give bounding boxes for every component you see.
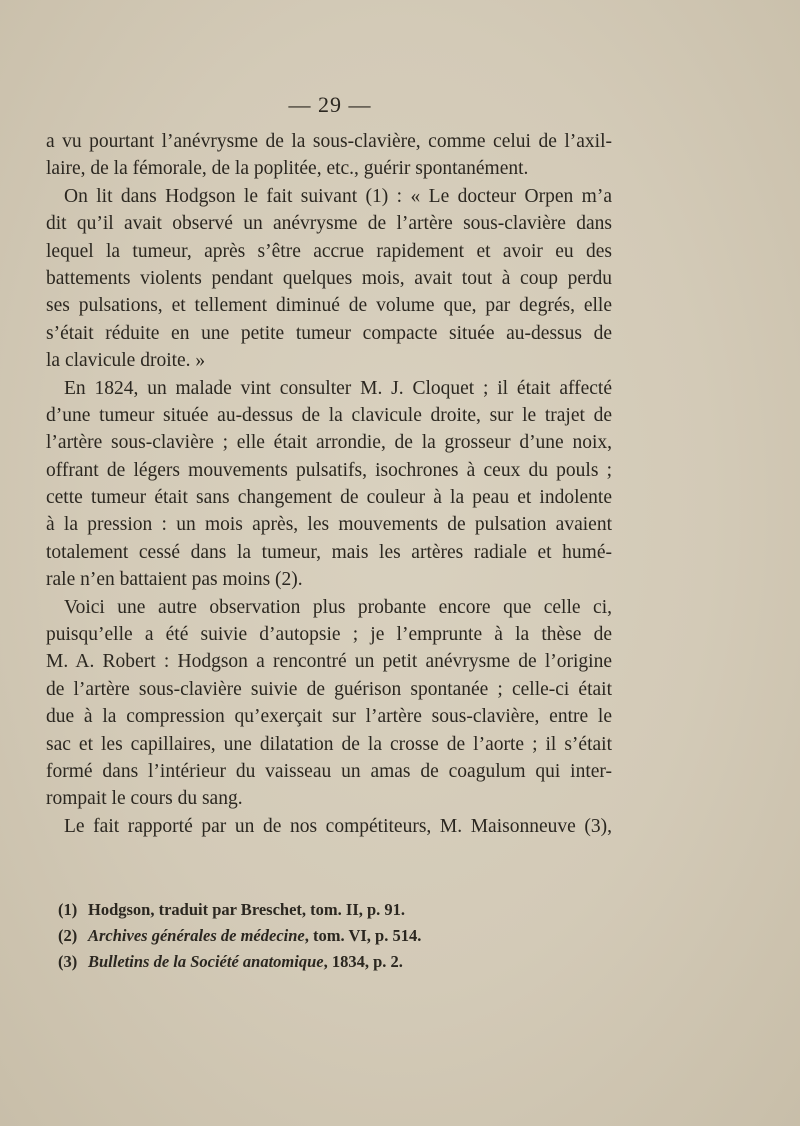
text-line: rompait le cours du sang. [46, 788, 243, 810]
text-line: puisqu’elle a été suivie d’autopsie ; je l’emprunte à la thèse de [46, 624, 612, 646]
body-text [46, 128, 612, 840]
footnote-text: , 1834, p. 2. [323, 952, 403, 971]
text-line: s’était réduite en une petite tumeur compacte située au-dessus de [46, 322, 612, 344]
text-line: battements violents pendant quelques mois, avait tout à coup perdu [46, 267, 612, 289]
footnotes [58, 897, 598, 975]
text-line: lequel la tumeur, après s’être accrue rapidement et avoir eu des [46, 240, 612, 262]
text-line: due à la compression qu’exerçait sur l’artère sous-clavière, entre le [46, 706, 612, 728]
text-line: sac et les capillaires, une dilatation de la crosse de l’aorte ; il s’était [46, 733, 612, 755]
page-number: — 29 — [288, 92, 372, 117]
text-line: ses pulsations, et tellement diminué de volume que, par degrés, elle [46, 295, 612, 317]
text-line: la clavicule droite. » [46, 350, 206, 372]
text-line: cette tumeur était sans changement de couleur à la peau et indolente [46, 487, 612, 509]
text-line: a vu pourtant l’anévrysme de la sous-clavière, comme celui de l’axil- [46, 131, 612, 152]
text-line: laire, de la fémorale, de la poplitée, etc., guérir spontanément. [46, 158, 529, 180]
text-line: M. A. Robert : Hodgson a rencontré un petit anévrysme de l’origine [46, 651, 612, 673]
footnote-title: Bulletins de la Société anatomique [88, 952, 324, 971]
text-line: à la pression : un mois après, les mouvements de pulsation avaient [46, 514, 612, 536]
text-line: Le fait rapporté par un de nos compétiteurs, M. Maisonneuve (3), [64, 815, 612, 837]
footnote-number: (3) [58, 952, 78, 971]
text-line: dit qu’il avait observé un anévrysme de l’artère sous-clavière dans [46, 213, 612, 235]
text-line: de l’artère sous-clavière suivie de guérison spontanée ; celle-ci était [46, 678, 612, 700]
text-line: Voici une autre observation plus probante encore que celle ci, [64, 596, 612, 618]
footnote [58, 923, 598, 949]
footnote-title: Archives générales de médecine [88, 926, 305, 945]
footnote-text: , tom. VI, p. 514. [304, 926, 422, 945]
text-line: formé dans l’intérieur du vaisseau un amas de coagulum qui inter- [46, 760, 612, 782]
text-line: On lit dans Hodgson le fait suivant (1) : « Le docteur Orpen m’a [64, 185, 612, 207]
footnote-text: Hodgson, traduit par Breschet, tom. II, p. 91. [88, 900, 406, 919]
text-line: d’une tumeur située au-dessus de la clavicule droite, sur le trajet de [46, 404, 612, 426]
text-line: offrant de légers mouvements pulsatifs, isochrones à ceux du pouls ; [46, 459, 612, 481]
text-line: rale n’en battaient pas moins (2). [46, 569, 303, 591]
text-line: totalement cessé dans la tumeur, mais les artères radiale et humé- [46, 541, 612, 563]
footnote-number: (2) [58, 926, 78, 945]
text-line: En 1824, un malade vint consulter M. J. Cloquet ; il était affecté [64, 377, 612, 399]
footnote [58, 949, 598, 975]
footnote-number: (1) [58, 900, 78, 919]
text-line: l’artère sous-clavière ; elle était arrondie, de la grosseur d’une noix, [46, 432, 612, 454]
footnote [58, 897, 598, 923]
